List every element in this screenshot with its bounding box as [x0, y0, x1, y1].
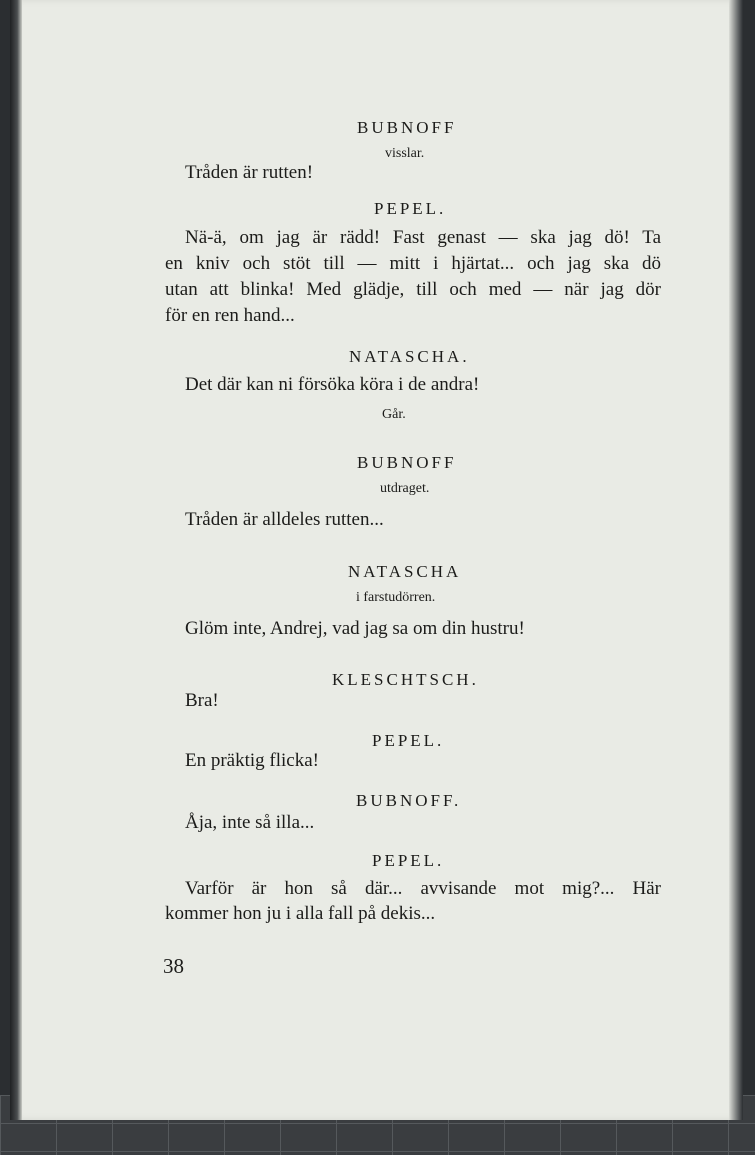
stage-direction: Går.: [382, 407, 406, 422]
speaker-label: PEPEL.: [374, 199, 447, 218]
page-spine: [10, 0, 22, 1120]
book-page: [10, 0, 743, 1120]
dialogue-line: en kniv och stöt till — mitt i hjärtat... och jag ska dö: [165, 253, 661, 274]
dialogue-line: för en ren hand...: [165, 305, 295, 326]
speaker-label: PEPEL.: [372, 851, 445, 870]
dialogue-line: En präktig flicka!: [185, 750, 320, 771]
speaker-label: KLESCHTSCH.: [332, 670, 479, 689]
stage-direction: i farstudörren.: [356, 590, 436, 605]
speaker-label: BUBNOFF.: [356, 791, 462, 810]
dialogue-line: Varför är hon så där... avvisande mot mig?... Här: [185, 878, 661, 899]
dialogue-line: utan att blinka! Med glädje, till och med — när jag dör: [165, 279, 661, 300]
dialogue-line: Tråden är rutten!: [185, 162, 314, 183]
page-number: 38: [163, 954, 184, 978]
speaker-label: NATASCHA: [348, 562, 462, 581]
stage-direction: utdraget.: [380, 481, 430, 496]
dialogue-line: Åja, inte så illa...: [185, 812, 315, 833]
speaker-label: BUBNOFF: [357, 118, 457, 137]
dialogue-line: Tråden är alldeles rutten...: [185, 509, 384, 530]
speaker-label: NATASCHA.: [349, 347, 470, 366]
dialogue-line: Det där kan ni försöka köra i de andra!: [185, 374, 480, 395]
dialogue-line: Bra!: [185, 690, 219, 711]
dialogue-line: Nä-ä, om jag är rädd! Fast genast — ska jag dö! Ta: [185, 227, 661, 248]
page-edge: [729, 0, 743, 1120]
speaker-label: PEPEL.: [372, 731, 445, 750]
speaker-label: BUBNOFF: [357, 453, 457, 472]
stage-direction: visslar.: [385, 146, 425, 161]
dialogue-line: Glöm inte, Andrej, vad jag sa om din hustru!: [185, 618, 525, 639]
dialogue-line: kommer hon ju i alla fall på dekis...: [165, 903, 436, 924]
